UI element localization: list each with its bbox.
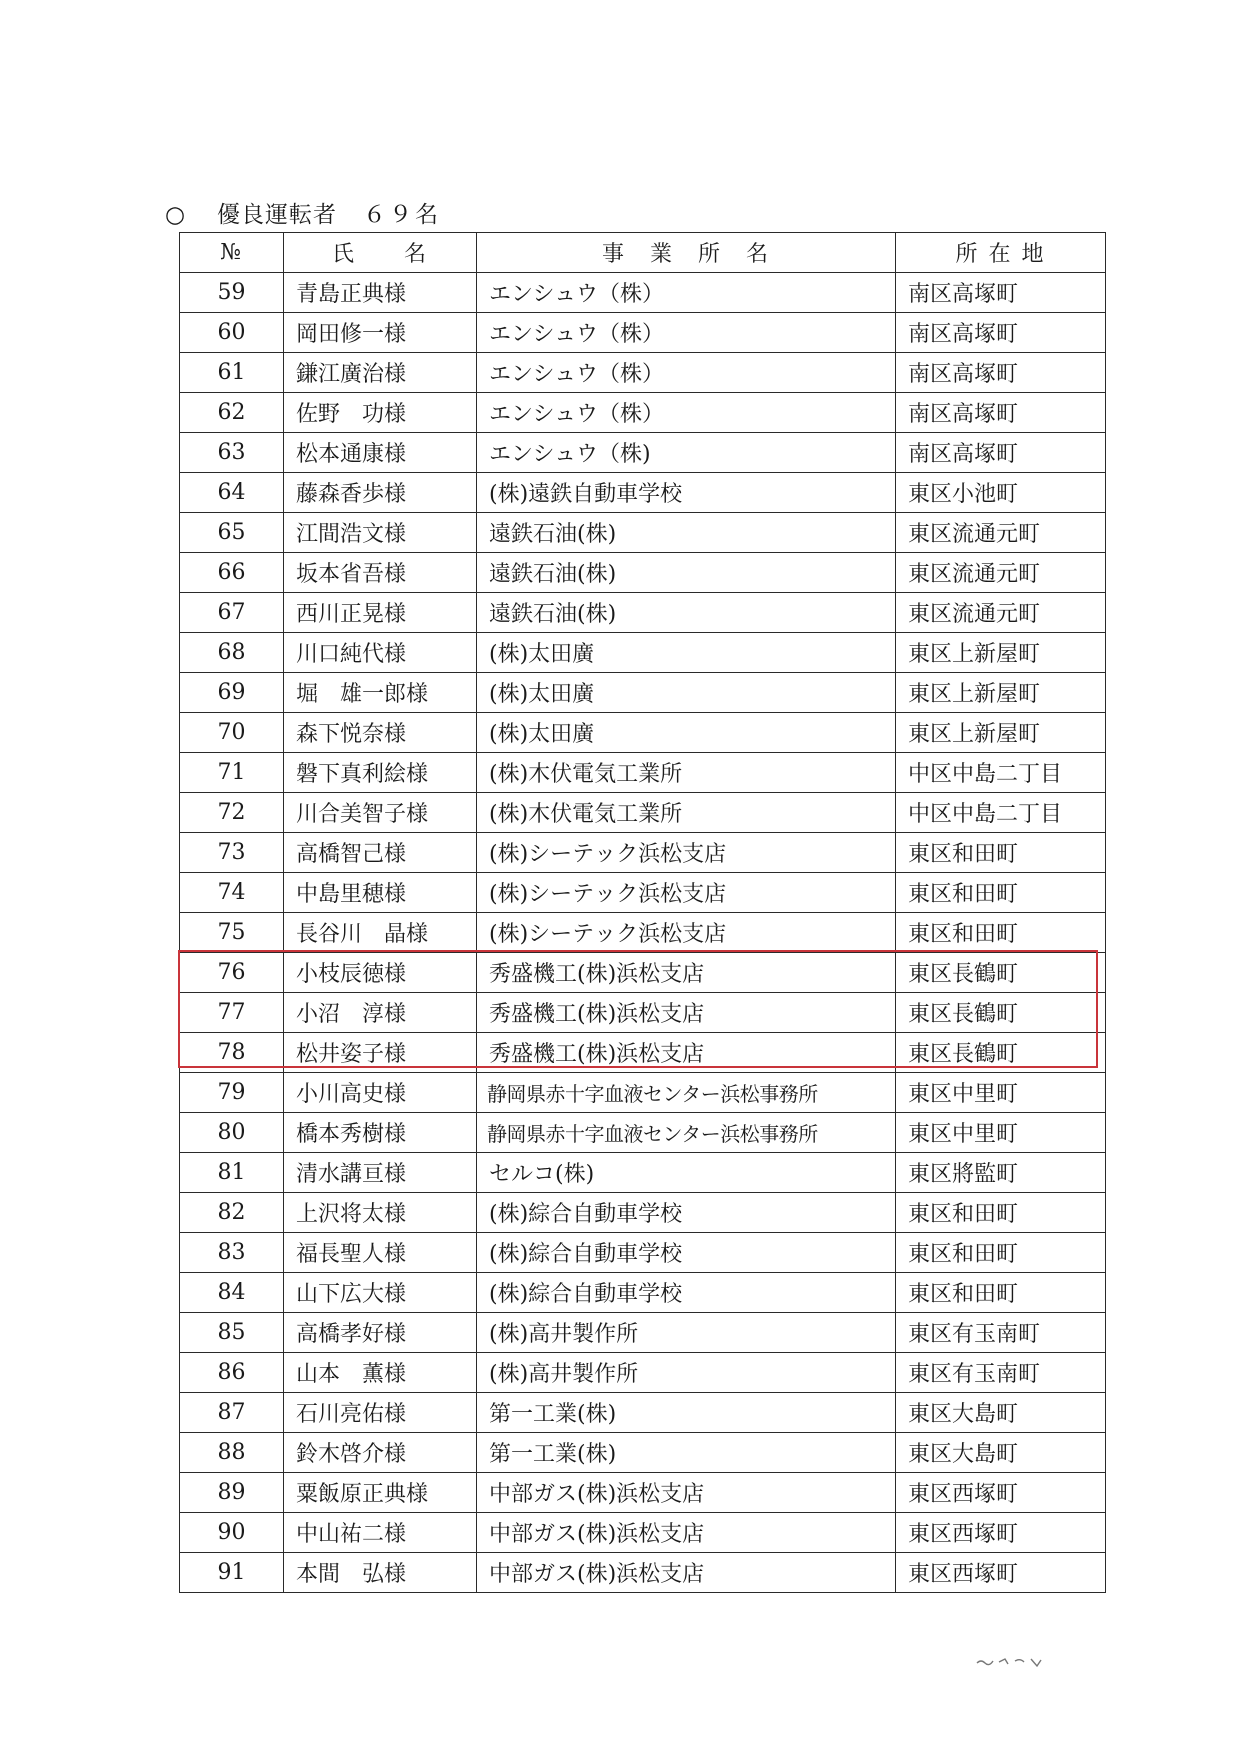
- driver-name: 中山祐二様: [284, 1513, 477, 1553]
- row-number: 61: [180, 353, 284, 393]
- table-row: [180, 673, 1106, 713]
- table-row: [180, 1193, 1106, 1233]
- table-row: [180, 393, 1106, 433]
- office-name: 秀盛機工(株)浜松支店: [477, 1033, 896, 1073]
- office-location: 南区高塚町: [896, 433, 1106, 473]
- office-name: エンシュウ（株）: [477, 353, 896, 393]
- office-name: (株)太田廣: [477, 633, 896, 673]
- table-row: [180, 793, 1106, 833]
- office-location: 東区和田町: [896, 1193, 1106, 1233]
- table-row: [180, 273, 1106, 313]
- office-name: (株)綜合自動車学校: [477, 1233, 896, 1273]
- table-row: [180, 1073, 1106, 1113]
- row-number: 78: [180, 1033, 284, 1073]
- office-name: エンシュウ（株）: [477, 313, 896, 353]
- row-number: 79: [180, 1073, 284, 1113]
- driver-name: 山本 薫様: [284, 1353, 477, 1393]
- row-number: 67: [180, 593, 284, 633]
- office-location: 東区和田町: [896, 833, 1106, 873]
- row-number: 87: [180, 1393, 284, 1433]
- driver-name: 上沢将太様: [284, 1193, 477, 1233]
- driver-name: 磐下真利絵様: [284, 753, 477, 793]
- row-number: 73: [180, 833, 284, 873]
- driver-name: 川合美智子様: [284, 793, 477, 833]
- row-number: 68: [180, 633, 284, 673]
- office-location: 東区上新屋町: [896, 713, 1106, 753]
- office-name: 静岡県赤十字血液センター浜松事務所: [477, 1113, 896, 1153]
- office-location: 南区高塚町: [896, 313, 1106, 353]
- office-name: エンシュウ（株): [477, 433, 896, 473]
- office-location: 東区長鶴町: [896, 1033, 1106, 1073]
- office-name: (株)綜合自動車学校: [477, 1273, 896, 1313]
- table-row: [180, 1153, 1106, 1193]
- driver-name: 鈴木啓介様: [284, 1433, 477, 1473]
- office-location: 東区中里町: [896, 1113, 1106, 1153]
- table-row: [180, 873, 1106, 913]
- office-location: 南区高塚町: [896, 273, 1106, 313]
- driver-name: 堀 雄一郎様: [284, 673, 477, 713]
- section-title: 優良運転者: [217, 202, 337, 228]
- row-number: 77: [180, 993, 284, 1033]
- row-number: 80: [180, 1113, 284, 1153]
- office-name: (株)太田廣: [477, 713, 896, 753]
- table-row: [180, 713, 1106, 753]
- table-row: [180, 433, 1106, 473]
- office-location: 南区高塚町: [896, 393, 1106, 433]
- office-location: 東区大島町: [896, 1393, 1106, 1433]
- table-row: [180, 473, 1106, 513]
- driver-name: 高橋智己様: [284, 833, 477, 873]
- driver-name: 山下広大様: [284, 1273, 477, 1313]
- office-name: エンシュウ（株）: [477, 393, 896, 433]
- office-location: 東区西塚町: [896, 1553, 1106, 1593]
- driver-name: 江間浩文様: [284, 513, 477, 553]
- office-name: (株)綜合自動車学校: [477, 1193, 896, 1233]
- table-row: [180, 593, 1106, 633]
- driver-name: 川口純代様: [284, 633, 477, 673]
- driver-name: 小枝辰徳様: [284, 953, 477, 993]
- office-name: (株)木伏電気工業所: [477, 793, 896, 833]
- driver-name: 森下悦奈様: [284, 713, 477, 753]
- table-row: [180, 1273, 1106, 1313]
- circle-bullet: ○: [165, 202, 187, 228]
- office-location: 東区西塚町: [896, 1513, 1106, 1553]
- office-name: (株)高井製作所: [477, 1313, 896, 1353]
- office-location: 東区小池町: [896, 473, 1106, 513]
- table-row: [180, 753, 1106, 793]
- table-header-row: [180, 233, 1106, 273]
- office-location: 東区流通元町: [896, 593, 1106, 633]
- office-name: 秀盛機工(株)浜松支店: [477, 953, 896, 993]
- office-location: 東区有玉南町: [896, 1313, 1106, 1353]
- row-number: 86: [180, 1353, 284, 1393]
- table-row: [180, 1433, 1106, 1473]
- row-number: 62: [180, 393, 284, 433]
- table-row: [180, 1393, 1106, 1433]
- table-row: [180, 1353, 1106, 1393]
- table-row: [180, 953, 1106, 993]
- header-name: 氏 名: [284, 233, 477, 273]
- table-row: [180, 833, 1106, 873]
- driver-name: 高橋孝好様: [284, 1313, 477, 1353]
- driver-name: 松本通康様: [284, 433, 477, 473]
- office-name: (株)太田廣: [477, 673, 896, 713]
- table-row: [180, 513, 1106, 553]
- office-name: 中部ガス(株)浜松支店: [477, 1513, 896, 1553]
- office-location: 東区上新屋町: [896, 673, 1106, 713]
- office-location: 東区和田町: [896, 1273, 1106, 1313]
- driver-name: 岡田修一様: [284, 313, 477, 353]
- office-location: 東区長鶴町: [896, 993, 1106, 1033]
- row-number: 69: [180, 673, 284, 713]
- row-number: 70: [180, 713, 284, 753]
- table-row: [180, 1233, 1106, 1273]
- table-row: [180, 633, 1106, 673]
- office-name: (株)木伏電気工業所: [477, 753, 896, 793]
- row-number: 64: [180, 473, 284, 513]
- row-number: 63: [180, 433, 284, 473]
- driver-name: 小川高史様: [284, 1073, 477, 1113]
- office-name: 第一工業(株): [477, 1393, 896, 1433]
- office-location: 東区有玉南町: [896, 1353, 1106, 1393]
- driver-name: 青島正典様: [284, 273, 477, 313]
- row-number: 66: [180, 553, 284, 593]
- driver-name: 清水講亘様: [284, 1153, 477, 1193]
- office-location: 東区中里町: [896, 1073, 1106, 1113]
- driver-name: 藤森香歩様: [284, 473, 477, 513]
- driver-name: 西川正晃様: [284, 593, 477, 633]
- office-location: 中区中島二丁目: [896, 793, 1106, 833]
- row-number: 72: [180, 793, 284, 833]
- office-location: 東区大島町: [896, 1433, 1106, 1473]
- driver-name: 佐野 功様: [284, 393, 477, 433]
- office-name: (株)遠鉄自動車学校: [477, 473, 896, 513]
- driver-name: 坂本省吾様: [284, 553, 477, 593]
- row-number: 85: [180, 1313, 284, 1353]
- office-location: 中区中島二丁目: [896, 753, 1106, 793]
- row-number: 88: [180, 1433, 284, 1473]
- driver-name: 鎌江廣治様: [284, 353, 477, 393]
- office-location: 東区將監町: [896, 1153, 1106, 1193]
- row-number: 60: [180, 313, 284, 353]
- office-location: 東区流通元町: [896, 553, 1106, 593]
- row-number: 59: [180, 273, 284, 313]
- row-number: 84: [180, 1273, 284, 1313]
- driver-name: 橋本秀樹様: [284, 1113, 477, 1153]
- office-location: 東区和田町: [896, 913, 1106, 953]
- table-row: [180, 353, 1106, 393]
- driver-roster-table: [179, 232, 1106, 1593]
- row-number: 71: [180, 753, 284, 793]
- table-row: [180, 1553, 1106, 1593]
- office-name: エンシュウ（株）: [477, 273, 896, 313]
- header-no: №: [180, 233, 284, 273]
- office-name: (株)高井製作所: [477, 1353, 896, 1393]
- row-number: 91: [180, 1553, 284, 1593]
- header-office: 事 業 所 名: [477, 233, 896, 273]
- driver-name: 松井姿子様: [284, 1033, 477, 1073]
- office-name: 静岡県赤十字血液センター浜松事務所: [477, 1073, 896, 1113]
- driver-name: 粟飯原正典様: [284, 1473, 477, 1513]
- office-name: 中部ガス(株)浜松支店: [477, 1473, 896, 1513]
- table-row: [180, 1113, 1106, 1153]
- driver-name: 石川亮佑様: [284, 1393, 477, 1433]
- office-name: 第一工業(株): [477, 1433, 896, 1473]
- table-row: [180, 313, 1106, 353]
- row-number: 82: [180, 1193, 284, 1233]
- row-number: 81: [180, 1153, 284, 1193]
- recipient-count: ６９名: [363, 202, 441, 228]
- office-location: 東区流通元町: [896, 513, 1106, 553]
- row-number: 75: [180, 913, 284, 953]
- header-location: 所 在 地: [896, 233, 1106, 273]
- driver-name: 長谷川 晶様: [284, 913, 477, 953]
- driver-name: 小沼 淳様: [284, 993, 477, 1033]
- row-number: 76: [180, 953, 284, 993]
- row-number: 89: [180, 1473, 284, 1513]
- office-location: 東区和田町: [896, 873, 1106, 913]
- table-row: [180, 1513, 1106, 1553]
- driver-name: 福長聖人様: [284, 1233, 477, 1273]
- office-location: 東区上新屋町: [896, 633, 1106, 673]
- office-name: セルコ(株): [477, 1153, 896, 1193]
- office-location: 東区西塚町: [896, 1473, 1106, 1513]
- office-name: 遠鉄石油(株): [477, 593, 896, 633]
- table-row: [180, 553, 1106, 593]
- handwritten-mark: [975, 1655, 1045, 1669]
- table-row: [180, 1033, 1106, 1073]
- table-row: [180, 993, 1106, 1033]
- office-name: 秀盛機工(株)浜松支店: [477, 993, 896, 1033]
- office-location: 東区長鶴町: [896, 953, 1106, 993]
- office-name: 遠鉄石油(株): [477, 553, 896, 593]
- office-name: 遠鉄石油(株): [477, 513, 896, 553]
- driver-name: 中島里穂様: [284, 873, 477, 913]
- row-number: 90: [180, 1513, 284, 1553]
- office-name: 中部ガス(株)浜松支店: [477, 1553, 896, 1593]
- office-location: 東区和田町: [896, 1233, 1106, 1273]
- driver-name: 本間 弘様: [284, 1553, 477, 1593]
- office-location: 南区高塚町: [896, 353, 1106, 393]
- table-row: [180, 1313, 1106, 1353]
- table-row: [180, 913, 1106, 953]
- row-number: 83: [180, 1233, 284, 1273]
- table-row: [180, 1473, 1106, 1513]
- office-name: (株)シーテック浜松支店: [477, 873, 896, 913]
- row-number: 74: [180, 873, 284, 913]
- row-number: 65: [180, 513, 284, 553]
- table-body: [180, 273, 1106, 1593]
- section-heading: [165, 196, 441, 229]
- office-name: (株)シーテック浜松支店: [477, 833, 896, 873]
- office-name: (株)シーテック浜松支店: [477, 913, 896, 953]
